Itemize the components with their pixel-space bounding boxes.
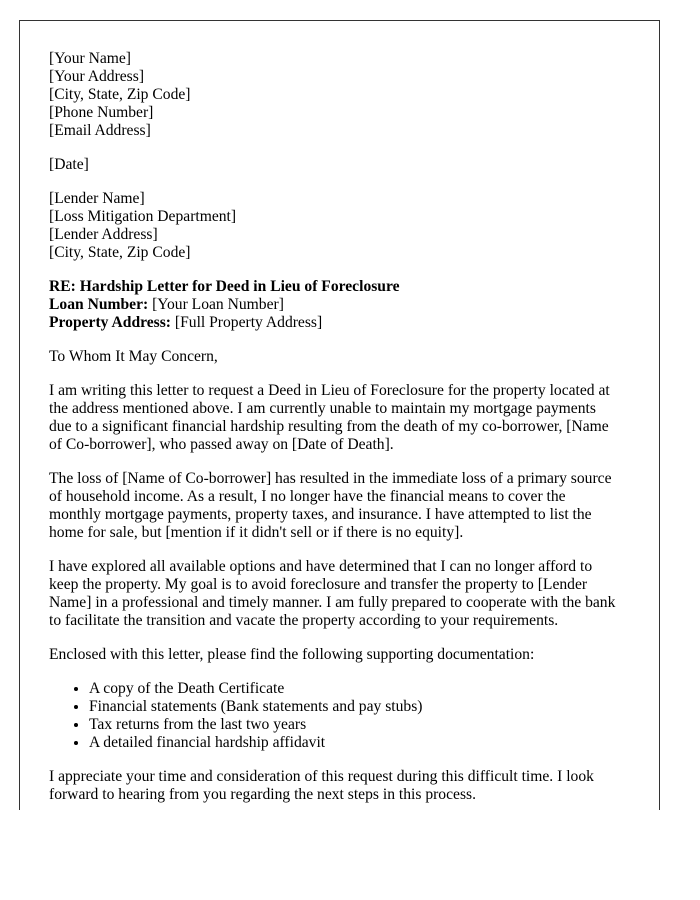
loan-number-value: [Your Loan Number] [148, 296, 284, 313]
paragraph-line: forward to hearing from you regarding the next steps in this process. [49, 786, 476, 803]
list-item: • Financial statements (Bank statements and pay stubs) [89, 698, 645, 716]
list-item: • Tax returns from the last two years [89, 716, 645, 734]
property-address-label: Property Address: [49, 314, 172, 331]
recipient-block [49, 190, 645, 262]
subject-block [49, 278, 645, 332]
letter-content [49, 50, 645, 810]
property-address-value: [Full Property Address] [171, 314, 323, 331]
salutation-text: To Whom It May Concern, [49, 348, 218, 365]
date-block [49, 156, 645, 174]
recipient-city-state-zip: [City, State, Zip Code] [49, 244, 191, 261]
loan-number-line [49, 296, 645, 314]
paragraph-options [49, 558, 645, 630]
sender-name: [Your Name] [49, 50, 132, 67]
sender-email: [Email Address] [49, 122, 151, 139]
paragraph-line: to facilitate the transition and vacate the property according to your requirements. [49, 612, 559, 629]
paragraph-closing [49, 768, 645, 804]
paragraph-request [49, 382, 645, 454]
paragraph-line: of Co-borrower], who passed away on [Date of Death]. [49, 436, 394, 453]
property-address-line [49, 314, 645, 332]
paragraph-line: due to a significant financial hardship resulting from the death of my co-borrower, [Name [49, 418, 609, 435]
paragraph-line: The loss of [Name of Co-borrower] has resulted in the immediate loss of a primary source [49, 470, 612, 487]
sender-address: [Your Address] [49, 68, 145, 85]
list-item: • A copy of the Death Certificate [89, 680, 645, 698]
sender-block [49, 50, 645, 140]
paragraph-line: home for sale, but [mention if it didn't sell or if there is no equity]. [49, 524, 464, 541]
paragraph-enclosed-intro [49, 646, 645, 664]
letter-page [19, 20, 660, 810]
paragraph-line: keep the property. My goal is to avoid foreclosure and transfer the property to [Lender [49, 576, 588, 593]
salutation [49, 348, 645, 366]
list-item: • A detailed financial hardship affidavit [89, 734, 645, 752]
paragraph-line: I appreciate your time and consideration of this request during this difficult time. I look [49, 768, 594, 785]
paragraph-line: the address mentioned above. I am currently unable to maintain my mortgage payments [49, 400, 596, 417]
recipient-lender-name: [Lender Name] [49, 190, 145, 207]
sender-city-state-zip: [City, State, Zip Code] [49, 86, 191, 103]
paragraph-income-loss [49, 470, 645, 542]
loan-number-label: Loan Number: [49, 296, 149, 313]
documentation-list [49, 680, 645, 752]
letter-date: [Date] [49, 156, 89, 173]
enclosed-intro-text: Enclosed with this letter, please find the following supporting documentation: [49, 646, 535, 663]
paragraph-line: of household income. As a result, I no longer have the financial means to cover the [49, 488, 566, 505]
paragraph-line: I am writing this letter to request a Deed in Lieu of Foreclosure for the property located at [49, 382, 610, 399]
recipient-lender-address: [Lender Address] [49, 226, 158, 243]
paragraph-line: Name] in a professional and timely manner. I am fully prepared to cooperate with the bank [49, 594, 616, 611]
subject-line: RE: Hardship Letter for Deed in Lieu of Foreclosure [49, 278, 400, 295]
sender-phone: [Phone Number] [49, 104, 154, 121]
paragraph-line: monthly mortgage payments, property taxes, and insurance. I have attempted to list the [49, 506, 592, 523]
recipient-department: [Loss Mitigation Department] [49, 208, 237, 225]
paragraph-line: I have explored all available options and have determined that I can no longer afford to [49, 558, 593, 575]
